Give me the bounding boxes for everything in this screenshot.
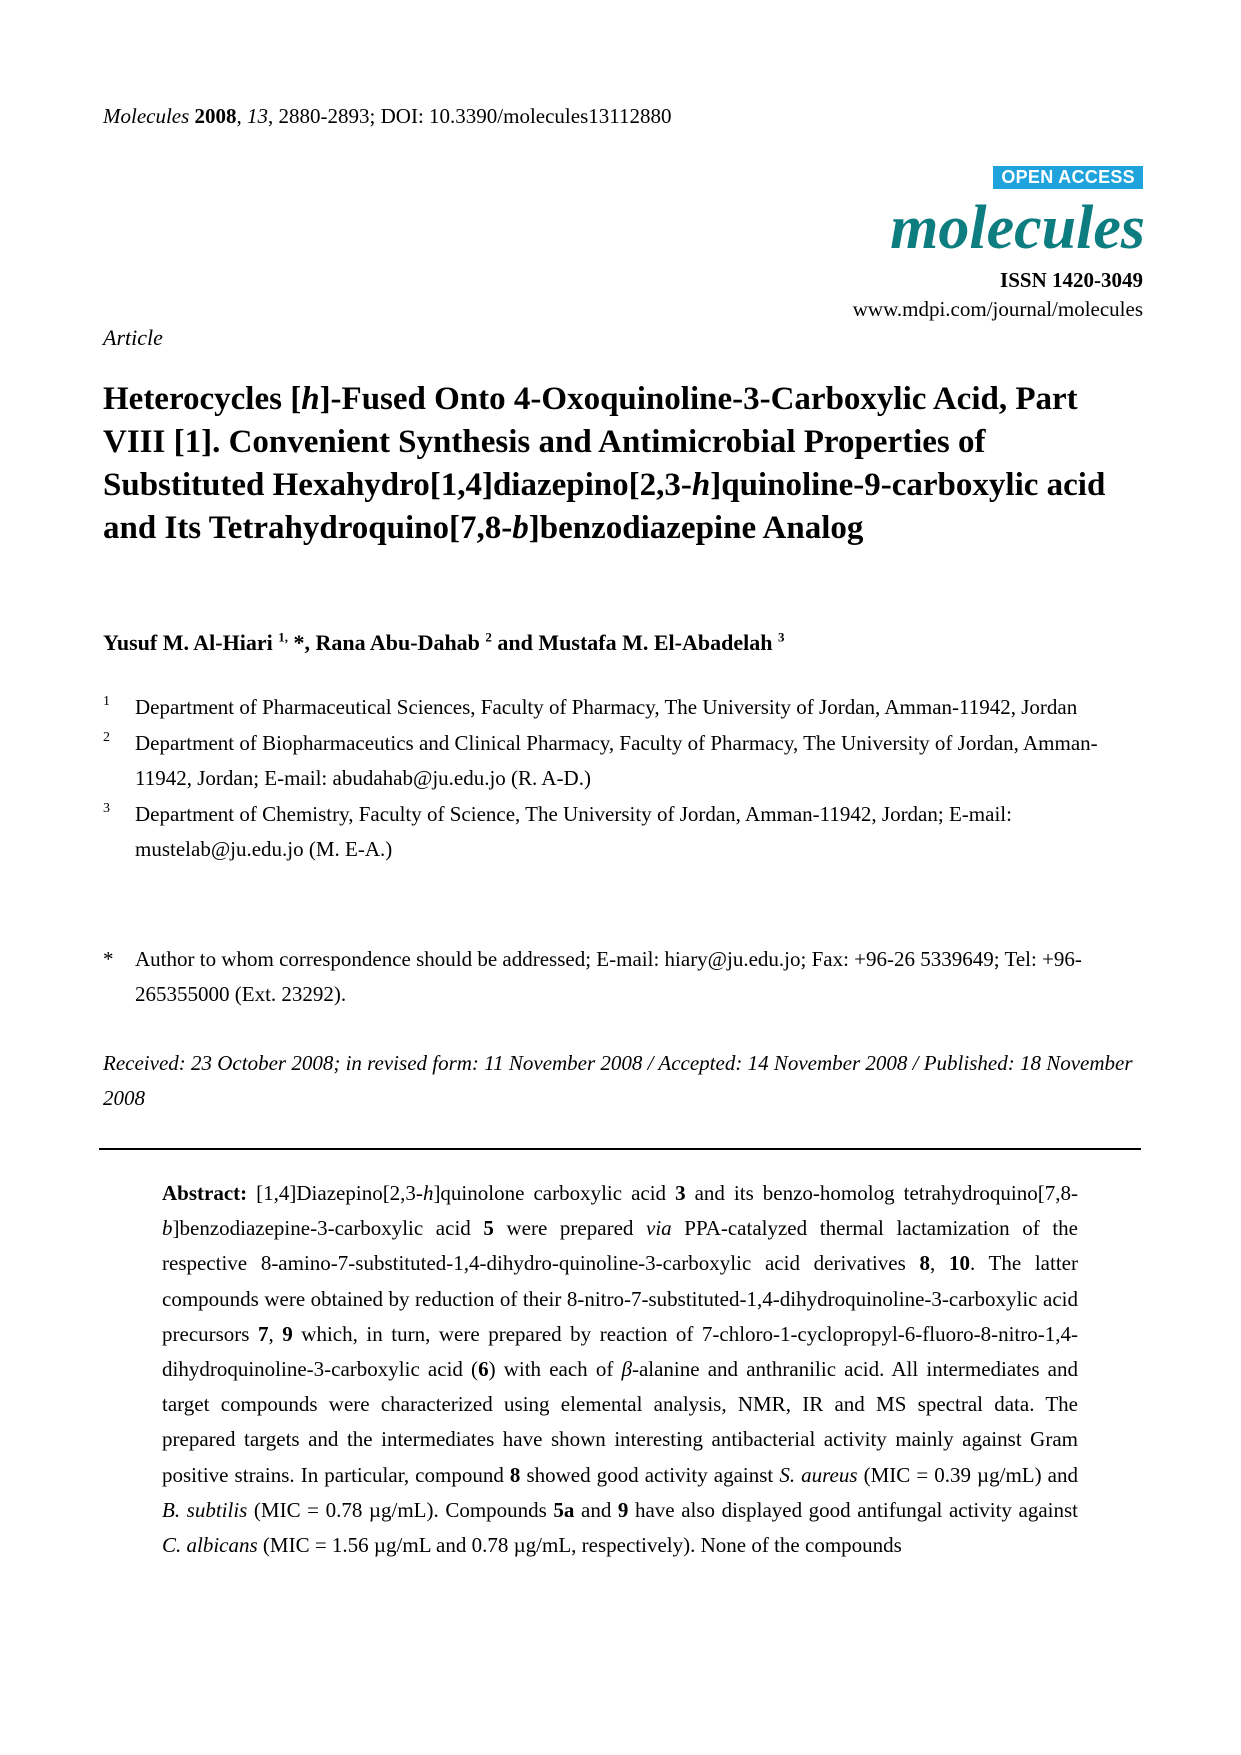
abstract-text: ) with each of: [488, 1357, 622, 1382]
author-list: [103, 630, 784, 656]
affiliation-item: [103, 690, 1143, 725]
abstract-text: -alanine and anthranilic acid. All intermediates and target compounds were characterized using elemental analysis, NMR, IR and MS spectral data. The prepared targets and the intermediates have shown interesting antibacterial activity mainly against Gram positive strains. In particular, compound: [162, 1357, 1078, 1487]
journal-logo: molecules: [890, 194, 1145, 262]
compound-number: 10: [948, 1251, 970, 1276]
abstract-text: and: [574, 1497, 618, 1522]
affiliation-text: Department of Chemistry, Faculty of Science, The University of Jordan, Amman-11942, Jordan; E-mail: mustelab@ju.edu.jo (M. E-A.): [135, 802, 1012, 861]
paper-title: [103, 378, 1143, 550]
title-part: Heterocycles [: [103, 381, 302, 417]
issn: ISSN 1420-3049: [1000, 268, 1143, 292]
author-name: and Mustafa M. El-Abadelah: [491, 630, 778, 655]
abstract-text: ,: [268, 1321, 283, 1346]
author-name: Yusuf M. Al-Hiari: [103, 630, 279, 655]
citation-journal: Molecules: [103, 104, 190, 128]
author-name: , Rana Abu-Dahab: [304, 630, 486, 655]
citation-volume: 13: [247, 104, 269, 128]
article-type: Article: [103, 325, 163, 350]
abstract-text: were prepared: [493, 1216, 646, 1241]
compound-number: 5: [483, 1216, 494, 1241]
correspondence-note: [103, 942, 1143, 1012]
affiliation-text: Department of Biopharmaceutics and Clinical Pharmacy, Faculty of Pharmacy, The University of Jordan, Amman-11942, Jordan; E-mail: abudahab@ju.edu.jo (R. A-D.): [135, 731, 1098, 790]
author-affiliation-mark: 2: [485, 629, 492, 645]
title-italic: h: [301, 381, 320, 417]
abstract-text: have also displayed good antifungal activity against: [628, 1497, 1078, 1522]
section-divider: [99, 1148, 1141, 1150]
organism-name: C. albicans: [162, 1533, 258, 1558]
citation-year: 2008: [194, 104, 237, 128]
compound-number: 7: [258, 1321, 269, 1346]
title-part: ]quinoline-9-carboxylic acid and Its Tetrahydroquino[7,8-: [103, 467, 1106, 546]
title-part: ]benzodiazepine Analog: [528, 510, 864, 546]
organism-name: B. subtilis: [162, 1497, 248, 1522]
journal-website[interactable]: www.mdpi.com/journal/molecules: [852, 297, 1143, 321]
compound-number: 6: [478, 1357, 489, 1382]
compound-number: 9: [282, 1321, 293, 1346]
compound-number: 8: [509, 1462, 521, 1487]
abstract-text: which, in turn, were prepared by reaction of 7-chloro-1-cyclopropyl-6-fluoro-8-nitro-1,4-dihydroquinoline-3-carboxylic acid (: [162, 1321, 1078, 1382]
abstract-text: showed good activity against: [520, 1462, 780, 1487]
abstract: [162, 1176, 1078, 1563]
abstract-italic: via: [646, 1216, 672, 1241]
affiliation-number: 2: [103, 730, 110, 745]
abstract-text: (MIC = 0.39 µg/mL) and: [857, 1462, 1079, 1487]
abstract-italic: b: [162, 1216, 173, 1241]
compound-number: 9: [617, 1497, 629, 1522]
abstract-text: (MIC = 1.56 µg/mL and 0.78 µg/mL, respectively). None of the compounds: [257, 1533, 902, 1558]
citation-line: Molecules 2008, 13, 2880-2893; DOI: 10.3390/molecules13112880: [103, 104, 672, 128]
correspondence-text: Author to whom correspondence should be addressed; E-mail: hiary@ju.edu.jo; Fax: +96-26 5339649; Tel: +96-265355000 (Ext. 23292).: [135, 947, 1082, 1006]
compound-number: 8: [919, 1251, 930, 1276]
compound-number: 5a: [553, 1497, 575, 1522]
abstract-text: PPA-catalyzed thermal lactamization of the respective 8-amino-7-substituted-1,4-dihydro-quinoline-3-carboxylic acid derivatives: [162, 1216, 1078, 1276]
title-italic: b: [512, 510, 529, 546]
affiliation-number: 1: [103, 694, 110, 709]
abstract-label: Abstract:: [162, 1181, 248, 1205]
abstract-text: and its benzo-homolog tetrahydroquino[7,8-: [685, 1181, 1078, 1205]
affiliation-number: 3: [103, 801, 110, 816]
affiliation-text: Department of Pharmaceutical Sciences, Faculty of Pharmacy, The University of Jordan, Amman-11942, Jordan: [135, 695, 1078, 719]
abstract-text: ,: [929, 1251, 949, 1276]
affiliation-item: [103, 726, 1143, 796]
organism-name: S. aureus: [779, 1462, 858, 1487]
publication-dates: Received: 23 October 2008; in revised form: 11 November 2008 / Accepted: 14 November 2008 / Published: 18 November 2008: [103, 1051, 1133, 1110]
abstract-italic: β: [621, 1357, 632, 1382]
title-part: ]-Fused Onto 4-Oxoquinoline-3-Carboxylic Acid, Part VIII [1]. Convenient Synthesis and Antimicrobial Properties of Substituted Hexahydro[1,4]diazepino[2,3-: [103, 381, 1078, 503]
title-italic: h: [691, 467, 711, 503]
abstract-italic: h: [422, 1181, 434, 1205]
abstract-text: (MIC = 0.78 µg/mL). Compounds: [247, 1497, 554, 1522]
affiliation-item: [103, 797, 1143, 867]
abstract-text: [1,4]Diazepino[2,3-: [247, 1181, 423, 1205]
abstract-text: . The latter compounds were obtained by reduction of their 8-nitro-7-substituted-1,4-dihydroquinoline-3-carboxylic acid precursors: [162, 1251, 1078, 1346]
corresponding-mark: *: [103, 947, 114, 971]
author-affiliation-mark: 1,: [278, 629, 288, 645]
open-access-badge: OPEN ACCESS: [993, 166, 1143, 189]
affiliation-list: [103, 690, 1143, 868]
abstract-text: ]quinolone carboxylic acid: [433, 1181, 676, 1205]
author-affiliation-mark: 3: [777, 629, 785, 645]
citation-rest: , 2880-2893; DOI: 10.3390/molecules13112880: [268, 104, 672, 128]
abstract-text: ]benzodiazepine-3-carboxylic acid: [172, 1216, 484, 1241]
compound-number: 3: [675, 1181, 686, 1205]
corresponding-mark: *: [287, 630, 305, 655]
